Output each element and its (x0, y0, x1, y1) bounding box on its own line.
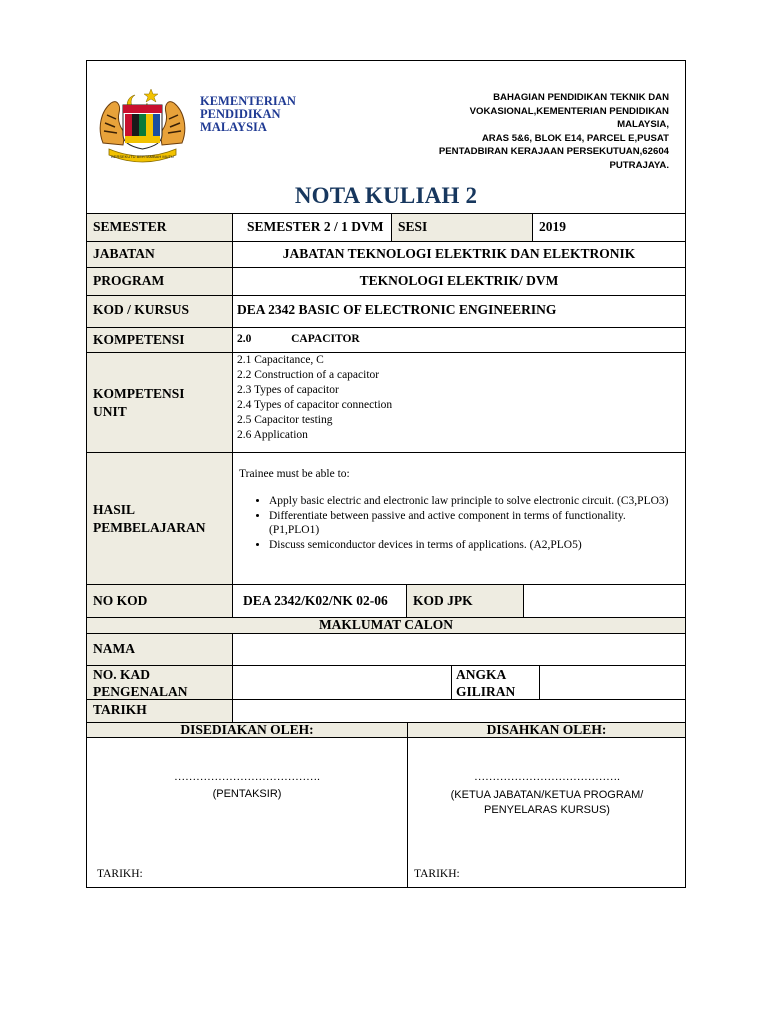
semester-row (87, 213, 685, 241)
hasil-item: • Differentiate between passive and active component in terms of functionality. (P1,PLO1) (269, 509, 675, 537)
sign-heading-row (87, 722, 685, 738)
unit-item: 2.3 Types of capacitor (237, 384, 339, 396)
unit-label (87, 353, 232, 452)
hasil-label-line: HASIL (93, 502, 136, 517)
tarikh-label: TARIKH (87, 700, 232, 722)
ministry-address (409, 91, 669, 173)
prepared-by-section (87, 738, 407, 887)
hasil-list (239, 494, 675, 552)
kod-jpk-label: KOD JPK (406, 585, 523, 617)
malaysia-crest-logo (95, 83, 190, 165)
unit-row (87, 352, 685, 452)
disediakan-heading: DISEDIAKAN OLEH: (87, 723, 407, 737)
angka-label-line: ANGKA (456, 667, 507, 682)
jabatan-label: JABATAN (87, 242, 232, 267)
hasil-row (87, 452, 685, 584)
hasil-item: • Discuss semiconductor devices in terms of applications. (A2,PLO5) (269, 538, 675, 552)
program-value: TEKNOLOGI ELEKTRIK/ DVM (232, 268, 685, 295)
nokod-row (87, 584, 685, 617)
kod-jpk-value (523, 585, 685, 617)
kompetensi-row (87, 327, 685, 352)
kad-value (232, 666, 451, 699)
kad-label-line: PENGENALAN (93, 684, 188, 699)
hasil-item: • Apply basic electric and electronic law principle to solve electronic circuit. (C3,PLO3) (269, 494, 675, 508)
jabatan-value: JABATAN TEKNOLOGI ELEKTRIK DAN ELEKTRONIK (232, 242, 685, 267)
pentaksir-role: (PENTAKSIR) (212, 788, 282, 800)
nama-label: NAMA (87, 634, 232, 665)
kompetensi-value: CAPACITOR (291, 333, 360, 345)
ministry-line: KEMENTERIAN (200, 94, 296, 108)
ketua-role (408, 788, 686, 818)
document-title: NOTA KULIAH 2 (294, 183, 478, 208)
address-line: MALAYSIA, (617, 119, 669, 131)
verified-date-label: TARIKH: (414, 868, 460, 880)
document-header (87, 61, 685, 213)
ministry-line: PENDIDIKAN (200, 107, 281, 121)
hasil-intro: Trainee must be able to: (239, 468, 350, 480)
nokod-label: NO KOD (87, 585, 232, 617)
signature-line: …………………………………. (474, 771, 620, 783)
sign-area (87, 738, 685, 887)
unit-items (232, 353, 685, 452)
address-line: PUTRAJAYA. (609, 159, 669, 171)
hasil-label-line: PEMBELAJARAN (93, 520, 206, 535)
unit-item: 2.5 Capacitor testing (237, 414, 333, 426)
crest-banner-text: BERSEKUTU BERTAMBAH MUTU (111, 154, 174, 159)
unit-label-line: UNIT (93, 404, 127, 419)
unit-item: 2.4 Types of capacitor connection (237, 399, 393, 411)
angka-giliran-value (539, 666, 685, 699)
kursus-row (87, 295, 685, 327)
kad-label (87, 666, 232, 699)
tarikh-value (232, 700, 685, 722)
ministry-line: MALAYSIA (200, 120, 267, 134)
program-label: PROGRAM (87, 268, 232, 295)
kad-label-line: NO. KAD (93, 667, 150, 682)
address-line: VOKASIONAL,KEMENTERIAN PENDIDIKAN (469, 105, 669, 117)
hasil-label (87, 453, 232, 584)
program-row (87, 267, 685, 295)
disahkan-heading: DISAHKAN OLEH: (407, 723, 685, 737)
document-frame (86, 60, 686, 888)
kad-row (87, 665, 685, 699)
unit-item: 2.6 Application (237, 429, 308, 441)
hasil-content (232, 453, 685, 584)
address-line: ARAS 5&6, BLOK E14, PARCEL E,PUSAT (481, 132, 669, 144)
nokod-value: DEA 2342/K02/NK 02-06 (232, 585, 406, 617)
semester-value: SEMESTER 2 / 1 DVM (232, 214, 391, 241)
ketua-role-line: (KETUA JABATAN/KETUA PROGRAM/ (450, 789, 644, 801)
ketua-role-line: PENYELARAS KURSUS) (484, 804, 610, 816)
unit-item: 2.1 Capacitance, C (237, 354, 324, 366)
kompetensi-label: KOMPETENSI (87, 328, 232, 352)
angka-giliran-label (451, 666, 539, 699)
maklumat-calon-heading: MAKLUMAT CALON (87, 617, 685, 633)
sesi-value: 2019 (532, 214, 685, 241)
nama-value (232, 634, 685, 665)
address-line: PENTADBIRAN KERAJAAN PERSEKUTUAN,62604 (438, 146, 669, 158)
tarikh-row (87, 699, 685, 722)
unit-item: 2.2 Construction of a capacitor (237, 369, 380, 381)
prepared-date-label: TARIKH: (97, 868, 143, 880)
kompetensi-number: 2.0 (237, 333, 252, 345)
ministry-name (200, 95, 296, 134)
kursus-value: DEA 2342 BASIC OF ELECTRONIC ENGINEERING (232, 296, 685, 327)
angka-label-line: GILIRAN (456, 684, 516, 699)
semester-label: SEMESTER (87, 214, 232, 241)
sesi-label: SESI (391, 214, 532, 241)
kompetensi-value-cell (232, 328, 685, 352)
verified-by-section (407, 738, 685, 887)
jabatan-row (87, 241, 685, 267)
signature-line: …………………………………. (174, 771, 320, 783)
kursus-label: KOD / KURSUS (87, 296, 232, 327)
unit-label-line: KOMPETENSI (93, 386, 185, 401)
nama-row (87, 633, 685, 665)
address-line: BAHAGIAN PENDIDIKAN TEKNIK DAN (493, 92, 669, 103)
